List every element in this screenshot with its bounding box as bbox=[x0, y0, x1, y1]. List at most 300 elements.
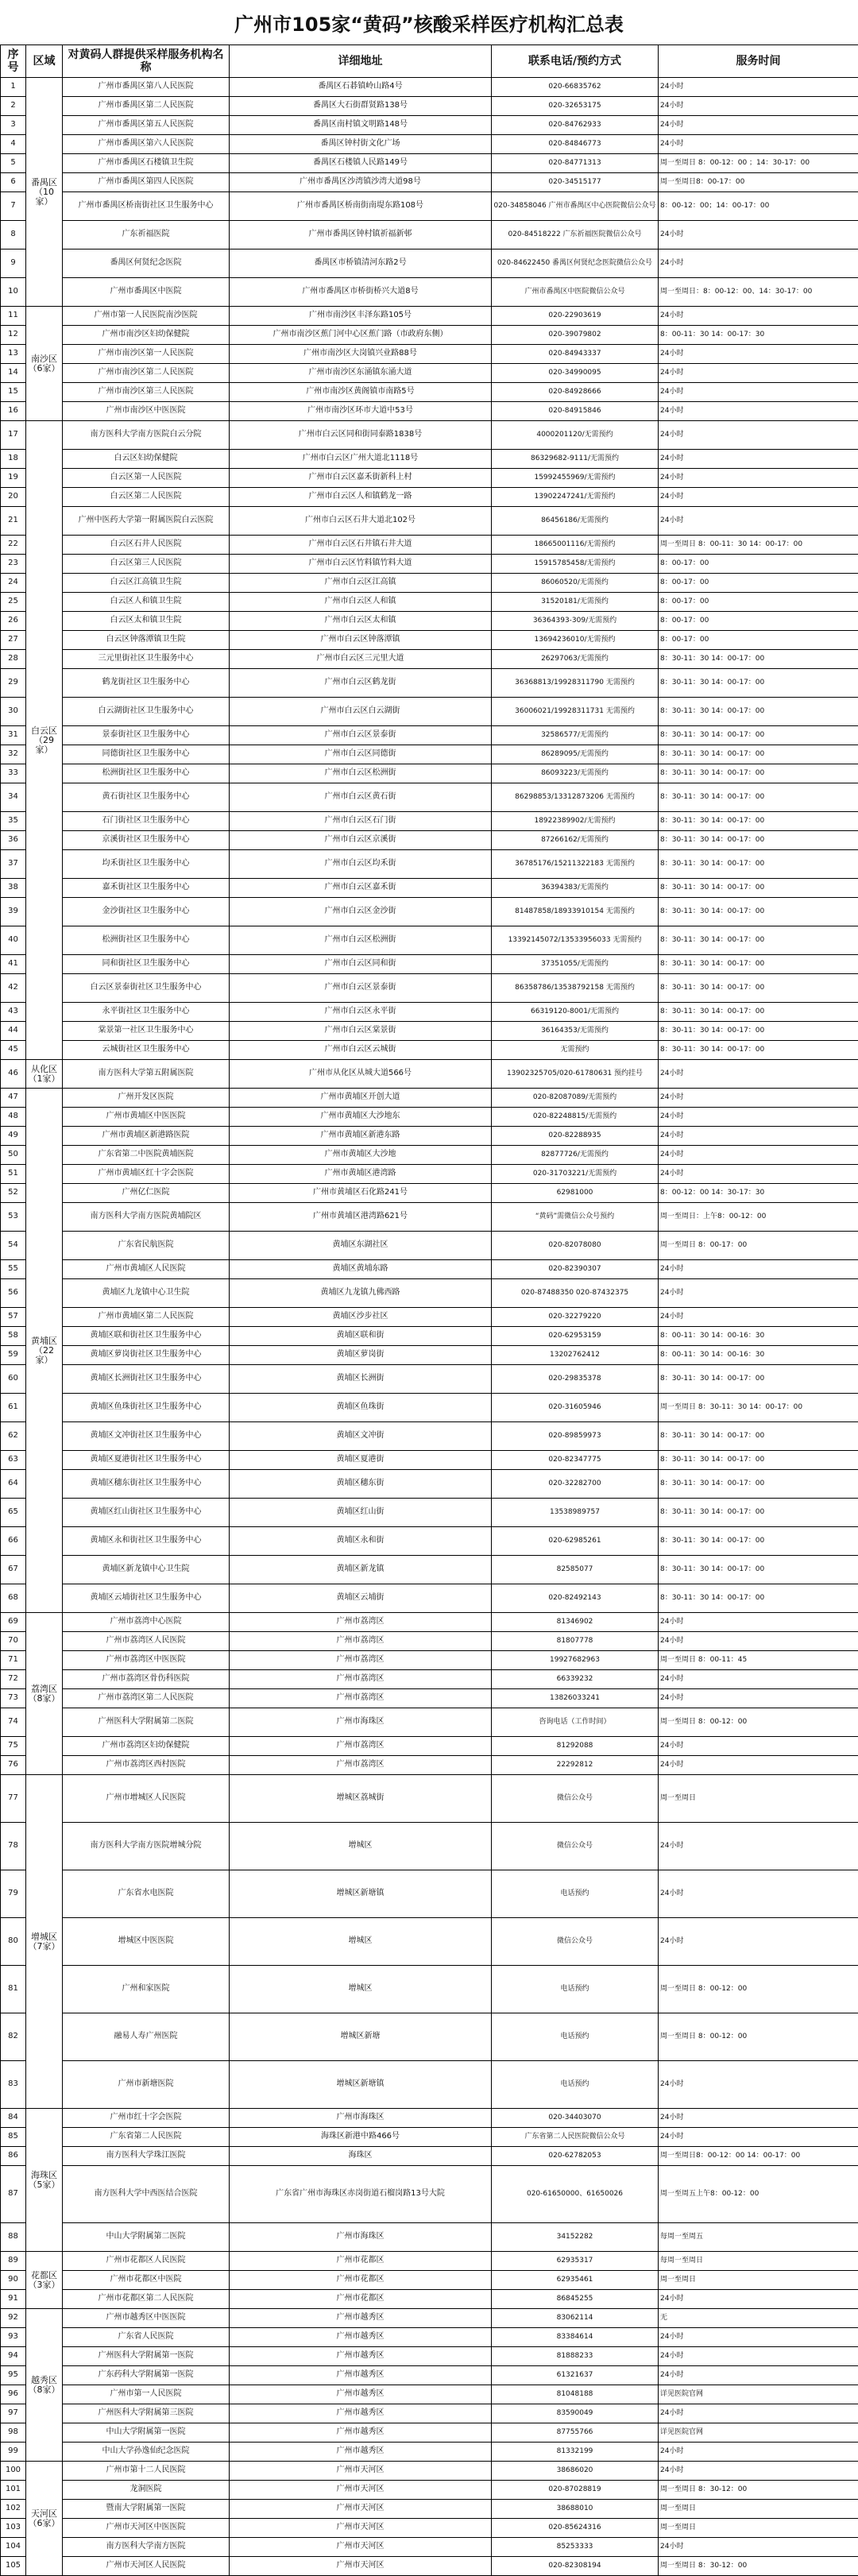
table-row bbox=[1, 879, 858, 898]
cell-name: 松洲街社区卫生服务中心 bbox=[63, 926, 230, 955]
cell-name: 永平街社区卫生服务中心 bbox=[63, 1003, 230, 1022]
cell-address: 广州市白云区金沙街 bbox=[230, 898, 492, 926]
cell-hours: 24小时 bbox=[659, 1823, 858, 1870]
cell-hours: 周一至周日 8：00-12：00 bbox=[659, 1966, 858, 2013]
table-row bbox=[1, 173, 858, 192]
table-row bbox=[1, 1346, 858, 1365]
cell-address: 黄埔区文冲街 bbox=[230, 1422, 492, 1451]
cell-hours: 24小时 bbox=[659, 1108, 858, 1127]
cell-name: 广州市黄埔区第二人民医院 bbox=[63, 1308, 230, 1327]
district-cell: 番禺区（10家） bbox=[26, 78, 63, 307]
table-row bbox=[1, 1003, 858, 1022]
table-row bbox=[1, 2309, 858, 2328]
row-index: 48 bbox=[1, 1108, 26, 1127]
cell-address: 广州市白云区嘉禾街 bbox=[230, 879, 492, 898]
row-index: 7 bbox=[1, 192, 26, 221]
row-index: 31 bbox=[1, 726, 26, 745]
cell-phone: 020-66835762 bbox=[492, 78, 659, 97]
cell-name: 广州市第一人民医院 bbox=[63, 2385, 230, 2404]
table-row bbox=[1, 1918, 858, 1966]
row-index: 75 bbox=[1, 1737, 26, 1756]
row-index: 34 bbox=[1, 783, 26, 812]
cell-hours: 8：30-11：30 14：00-17：00 bbox=[659, 1003, 858, 1022]
cell-hours: 8：30-11：30 14：00-17：00 bbox=[659, 650, 858, 669]
row-index: 44 bbox=[1, 1022, 26, 1041]
cell-address: 广州市南沙区蕉门河中心区蕉门路（市政府东侧） bbox=[230, 326, 492, 345]
cell-phone: 020-31605946 bbox=[492, 1394, 659, 1422]
table-row bbox=[1, 2290, 858, 2309]
cell-hours: 24小时 bbox=[659, 2347, 858, 2366]
cell-name: 白云区景泰街社区卫生服务中心 bbox=[63, 974, 230, 1003]
cell-phone: 020-22903619 bbox=[492, 307, 659, 326]
cell-name: 同和街社区卫生服务中心 bbox=[63, 955, 230, 974]
cell-phone: 81292088 bbox=[492, 1737, 659, 1756]
table-row bbox=[1, 1584, 858, 1613]
table-row bbox=[1, 2500, 858, 2519]
cell-address: 广州市白云区云城街 bbox=[230, 1041, 492, 1060]
cell-address: 广州市南沙区环市大道中53号 bbox=[230, 402, 492, 421]
row-index: 88 bbox=[1, 2223, 26, 2252]
cell-address: 广州市白云区石井大道北102号 bbox=[230, 507, 492, 536]
cell-phone: 81332199 bbox=[492, 2443, 659, 2462]
cell-phone: 020-84622450 番禺区何贤纪念医院微信公众号 bbox=[492, 249, 659, 278]
cell-hours: 24小时 bbox=[659, 2061, 858, 2109]
cell-name: 黄埔区九龙镇中心卫生院 bbox=[63, 1279, 230, 1308]
cell-name: 广州市南沙区第一人民医院 bbox=[63, 345, 230, 364]
table-row bbox=[1, 135, 858, 154]
cell-hours: 8：30-11：30 14：00-17：00 bbox=[659, 1556, 858, 1584]
cell-address: 广州市白云区黄石街 bbox=[230, 783, 492, 812]
cell-name: 广州市番禺区第八人民医院 bbox=[63, 78, 230, 97]
cell-address: 番禺区大石街群贤路138号 bbox=[230, 97, 492, 116]
cell-hours: 24小时 bbox=[659, 1089, 858, 1108]
cell-phone: 13902325705/020-61780631 预约挂号 bbox=[492, 1060, 659, 1089]
cell-name: 广州市番禺区第六人民医院 bbox=[63, 135, 230, 154]
cell-hours: 周一至周日 bbox=[659, 2519, 858, 2538]
table-row bbox=[1, 1422, 858, 1451]
cell-hours: 24小时 bbox=[659, 116, 858, 135]
table-row bbox=[1, 1689, 858, 1708]
table-row bbox=[1, 450, 858, 469]
table-row bbox=[1, 1165, 858, 1184]
table-row bbox=[1, 783, 858, 812]
cell-name: 广州医科大学附属第一医院 bbox=[63, 2347, 230, 2366]
table-row bbox=[1, 1279, 858, 1308]
cell-phone: 电话预约 bbox=[492, 1870, 659, 1918]
cell-hours: 8：30-11：30 14：00-17：00 bbox=[659, 1022, 858, 1041]
cell-name: 南方医科大学南方医院 bbox=[63, 2538, 230, 2557]
cell-phone: 22292812 bbox=[492, 1756, 659, 1775]
row-index: 4 bbox=[1, 135, 26, 154]
row-index: 78 bbox=[1, 1823, 26, 1870]
cell-hours: 24小时 bbox=[659, 2328, 858, 2347]
cell-name: 三元里街社区卫生服务中心 bbox=[63, 650, 230, 669]
row-index: 80 bbox=[1, 1918, 26, 1966]
row-index: 8 bbox=[1, 221, 26, 249]
row-index: 50 bbox=[1, 1146, 26, 1165]
cell-address: 黄埔区夏港街 bbox=[230, 1451, 492, 1470]
cell-hours: 周一至周日：8：00-12：00、14：30-17：00 bbox=[659, 278, 858, 307]
cell-address: 增城区新塘 bbox=[230, 2013, 492, 2061]
cell-name: 广州市南沙区第三人民医院 bbox=[63, 383, 230, 402]
table-row bbox=[1, 507, 858, 536]
row-index: 62 bbox=[1, 1422, 26, 1451]
table-row bbox=[1, 78, 858, 97]
table-row bbox=[1, 831, 858, 850]
cell-name: 广东省第二人民医院 bbox=[63, 2128, 230, 2147]
page-title: 广州市105家“黄码”核酸采样医疗机构汇总表 bbox=[0, 0, 858, 44]
row-index: 17 bbox=[1, 421, 26, 450]
table-row bbox=[1, 1651, 858, 1670]
district-cell: 从化区（1家） bbox=[26, 1060, 63, 1089]
row-index: 41 bbox=[1, 955, 26, 974]
row-index: 72 bbox=[1, 1670, 26, 1689]
table-row bbox=[1, 1260, 858, 1279]
cell-phone: 无需预约 bbox=[492, 1041, 659, 1060]
institution-table bbox=[0, 44, 858, 2576]
row-index: 46 bbox=[1, 1060, 26, 1089]
row-index: 94 bbox=[1, 2347, 26, 2366]
cell-phone: 广东省第二人民医院微信公众号 bbox=[492, 2128, 659, 2147]
table-row bbox=[1, 2462, 858, 2481]
cell-name: 广州市黄埔区红十字会医院 bbox=[63, 1165, 230, 1184]
row-index: 93 bbox=[1, 2328, 26, 2347]
table-row bbox=[1, 192, 858, 221]
cell-hours: 24小时 bbox=[659, 2443, 858, 2462]
cell-address: 广州市白云区广州大道北1118号 bbox=[230, 450, 492, 469]
cell-address: 广州市番禺区市桥街桥兴大道8号 bbox=[230, 278, 492, 307]
table-row bbox=[1, 698, 858, 726]
cell-phone: 电话预约 bbox=[492, 2013, 659, 2061]
cell-name: 黄埔区萝岗街社区卫生服务中心 bbox=[63, 1346, 230, 1365]
cell-hours: 8：30-11：30 14：00-17：00 bbox=[659, 698, 858, 726]
row-index: 103 bbox=[1, 2519, 26, 2538]
cell-name: 南方医科大学南方医院增城分院 bbox=[63, 1823, 230, 1870]
cell-address: 广州市花都区 bbox=[230, 2271, 492, 2290]
cell-hours: 24小时 bbox=[659, 1308, 858, 1327]
row-index: 28 bbox=[1, 650, 26, 669]
cell-hours: 8：00-12：00；14：00-17：00 bbox=[659, 192, 858, 221]
table-row bbox=[1, 1756, 858, 1775]
cell-address: 广州市南沙区黄阁镇市南路5号 bbox=[230, 383, 492, 402]
cell-address: 广州市白云区景泰街 bbox=[230, 726, 492, 745]
cell-address: 广州市白云区同德街 bbox=[230, 745, 492, 764]
cell-phone: 020-82390307 bbox=[492, 1260, 659, 1279]
cell-hours: 周一至周日：上午8：00-12：00 bbox=[659, 1203, 858, 1232]
row-index: 57 bbox=[1, 1308, 26, 1327]
row-index: 58 bbox=[1, 1327, 26, 1346]
cell-name: 中山大学孙逸仙纪念医院 bbox=[63, 2443, 230, 2462]
cell-name: 广州开发区医院 bbox=[63, 1089, 230, 1108]
cell-hours: 24小时 bbox=[659, 2462, 858, 2481]
col-header-name: 对黄码人群提供采样服务机构名称 bbox=[63, 45, 230, 78]
row-index: 9 bbox=[1, 249, 26, 278]
row-index: 66 bbox=[1, 1527, 26, 1556]
cell-address: 广州市黄埔区开创大道 bbox=[230, 1089, 492, 1108]
cell-hours: 周一至周日8：00-17：00 bbox=[659, 173, 858, 192]
table-row bbox=[1, 307, 858, 326]
cell-phone: 62935317 bbox=[492, 2252, 659, 2271]
cell-phone: 37351055/无需预约 bbox=[492, 955, 659, 974]
cell-phone: 36364393-309/无需预约 bbox=[492, 612, 659, 631]
table-row bbox=[1, 2443, 858, 2462]
table-header-row bbox=[1, 45, 858, 78]
cell-name: 广州医科大学附属第三医院 bbox=[63, 2404, 230, 2423]
cell-phone: 62981000 bbox=[492, 1184, 659, 1203]
cell-hours: 8：00-17：00 bbox=[659, 574, 858, 593]
cell-hours: 周一至周日 8：00-17：00 bbox=[659, 1232, 858, 1260]
cell-address: 广州市白云区永平街 bbox=[230, 1003, 492, 1022]
cell-name: 白云区石井人民医院 bbox=[63, 536, 230, 555]
cell-hours: 24小时 bbox=[659, 2538, 858, 2557]
cell-address: 广州市南沙区东涌镇东涌大道 bbox=[230, 364, 492, 383]
cell-hours: 24小时 bbox=[659, 78, 858, 97]
table-row bbox=[1, 1203, 858, 1232]
table-row bbox=[1, 650, 858, 669]
cell-phone: 咨询电话（工作时间） bbox=[492, 1708, 659, 1737]
cell-address: 广州市白云区鹤龙街 bbox=[230, 669, 492, 698]
cell-phone: 34152282 bbox=[492, 2223, 659, 2252]
district-cell: 越秀区（8家） bbox=[26, 2309, 63, 2462]
table-row bbox=[1, 116, 858, 135]
row-index: 36 bbox=[1, 831, 26, 850]
cell-phone: 020-32279220 bbox=[492, 1308, 659, 1327]
cell-phone: 19927682963 bbox=[492, 1651, 659, 1670]
cell-address: 广州市天河区 bbox=[230, 2500, 492, 2519]
cell-name: 广州亿仁医院 bbox=[63, 1184, 230, 1203]
row-index: 98 bbox=[1, 2423, 26, 2443]
cell-name: 融易人寿广州医院 bbox=[63, 2013, 230, 2061]
cell-hours: 24小时 bbox=[659, 1632, 858, 1651]
cell-name: 广州市黄埔区新港路医院 bbox=[63, 1127, 230, 1146]
row-index: 10 bbox=[1, 278, 26, 307]
cell-phone: 020-84771313 bbox=[492, 154, 659, 173]
cell-name: 广州市红十字会医院 bbox=[63, 2109, 230, 2128]
cell-address: 广州市南沙区大岗镇兴业路88号 bbox=[230, 345, 492, 364]
cell-name: 白云区太和镇卫生院 bbox=[63, 612, 230, 631]
row-index: 59 bbox=[1, 1346, 26, 1365]
row-index: 81 bbox=[1, 1966, 26, 2013]
cell-phone: 020-84943337 bbox=[492, 345, 659, 364]
cell-phone: 电话预约 bbox=[492, 1966, 659, 2013]
row-index: 40 bbox=[1, 926, 26, 955]
row-index: 69 bbox=[1, 1613, 26, 1632]
cell-phone: 36006021/19928311731 无需预约 bbox=[492, 698, 659, 726]
table-row bbox=[1, 1022, 858, 1041]
row-index: 89 bbox=[1, 2252, 26, 2271]
cell-address: 番禺区钟村街文化广场 bbox=[230, 135, 492, 154]
cell-name: 广州市南沙区中医医院 bbox=[63, 402, 230, 421]
cell-phone: 66339232 bbox=[492, 1670, 659, 1689]
cell-name: 白云区第二人民医院 bbox=[63, 488, 230, 507]
table-row bbox=[1, 2538, 858, 2557]
table-row bbox=[1, 383, 858, 402]
table-row bbox=[1, 2166, 858, 2223]
cell-name: 番禺区何贤纪念医院 bbox=[63, 249, 230, 278]
district-cell: 南沙区（6家） bbox=[26, 307, 63, 421]
row-index: 71 bbox=[1, 1651, 26, 1670]
cell-phone: 18922389902/无需预约 bbox=[492, 812, 659, 831]
table-row bbox=[1, 1870, 858, 1918]
table-row bbox=[1, 850, 858, 879]
cell-address: 增城区 bbox=[230, 1918, 492, 1966]
cell-hours: 8：00-11：30 14：00-17：30 bbox=[659, 326, 858, 345]
cell-address: 广州市白云区白云湖街 bbox=[230, 698, 492, 726]
row-index: 23 bbox=[1, 555, 26, 574]
row-index: 105 bbox=[1, 2557, 26, 2576]
row-index: 38 bbox=[1, 879, 26, 898]
table-row bbox=[1, 364, 858, 383]
cell-phone: 86093223/无需预约 bbox=[492, 764, 659, 783]
cell-address: 广州市白云区人和镇鹤龙一路 bbox=[230, 488, 492, 507]
row-index: 85 bbox=[1, 2128, 26, 2147]
cell-address: 增城区 bbox=[230, 1966, 492, 2013]
cell-phone: “黄码”需微信公众号预约 bbox=[492, 1203, 659, 1232]
cell-address: 广州市荔湾区 bbox=[230, 1670, 492, 1689]
cell-name: 京溪街社区卫生服务中心 bbox=[63, 831, 230, 850]
cell-hours: 8：00-11：30 14：00-16：30 bbox=[659, 1346, 858, 1365]
cell-phone: 020-84915846 bbox=[492, 402, 659, 421]
cell-phone: 微信公众号 bbox=[492, 1918, 659, 1966]
cell-address: 广州市越秀区 bbox=[230, 2404, 492, 2423]
cell-address: 广州市天河区 bbox=[230, 2462, 492, 2481]
cell-address: 广州市越秀区 bbox=[230, 2309, 492, 2328]
row-index: 1 bbox=[1, 78, 26, 97]
cell-name: 广州市越秀区中医医院 bbox=[63, 2309, 230, 2328]
cell-name: 黄埔区永和街社区卫生服务中心 bbox=[63, 1527, 230, 1556]
cell-hours: 8：30-11：30 14：00-17：00 bbox=[659, 726, 858, 745]
cell-address: 广州市越秀区 bbox=[230, 2423, 492, 2443]
cell-name: 鹤龙街社区卫生服务中心 bbox=[63, 669, 230, 698]
cell-address: 广州市白云区均禾街 bbox=[230, 850, 492, 879]
cell-hours: 8：30-11：30 14：00-17：00 bbox=[659, 898, 858, 926]
cell-phone: 020-87488350 020-87432375 bbox=[492, 1279, 659, 1308]
cell-phone: 86329682-9111/无需预约 bbox=[492, 450, 659, 469]
cell-hours: 8：30-11：30 14：00-17：00 bbox=[659, 745, 858, 764]
table-row bbox=[1, 2223, 858, 2252]
cell-address: 广州市黄埔区石化路241号 bbox=[230, 1184, 492, 1203]
cell-hours: 8：30-11：30 14：00-17：00 bbox=[659, 1365, 858, 1394]
cell-name: 南方医科大学中西医结合医院 bbox=[63, 2166, 230, 2223]
cell-name: 广东省人民医院 bbox=[63, 2328, 230, 2347]
table-row bbox=[1, 1127, 858, 1146]
row-index: 77 bbox=[1, 1775, 26, 1823]
row-index: 56 bbox=[1, 1279, 26, 1308]
row-index: 2 bbox=[1, 97, 26, 116]
table-row bbox=[1, 1327, 858, 1346]
row-index: 25 bbox=[1, 593, 26, 612]
table-row bbox=[1, 1470, 858, 1499]
cell-hours: 8：00-11：30 14：00-16：30 bbox=[659, 1327, 858, 1346]
table-row bbox=[1, 1966, 858, 2013]
table-row bbox=[1, 1041, 858, 1060]
table-row bbox=[1, 469, 858, 488]
table-row bbox=[1, 955, 858, 974]
cell-hours: 24小时 bbox=[659, 421, 858, 450]
cell-hours: 周一至周日 8：00-12：00 ；14：30-17：00 bbox=[659, 154, 858, 173]
table-row bbox=[1, 1613, 858, 1632]
cell-phone: 18665001116/无需预约 bbox=[492, 536, 659, 555]
cell-hours: 24小时 bbox=[659, 2128, 858, 2147]
table-row bbox=[1, 326, 858, 345]
cell-hours: 8：30-11：30 14：00-17：00 bbox=[659, 831, 858, 850]
cell-hours: 周一至周日8：00-12：00 14：00-17：00 bbox=[659, 2147, 858, 2166]
cell-name: 景泰街社区卫生服务中心 bbox=[63, 726, 230, 745]
cell-phone: 32586577/无需预约 bbox=[492, 726, 659, 745]
cell-address: 黄埔区九龙镇九佛西路 bbox=[230, 1279, 492, 1308]
cell-address: 黄埔区长洲街 bbox=[230, 1365, 492, 1394]
cell-address: 广州市黄埔区大沙地东 bbox=[230, 1108, 492, 1127]
row-index: 82 bbox=[1, 2013, 26, 2061]
table-row bbox=[1, 745, 858, 764]
cell-hours: 周一至周日 8：00-11：45 bbox=[659, 1651, 858, 1670]
cell-phone: 15992455969/无需预约 bbox=[492, 469, 659, 488]
cell-name: 暨南大学附属第一医院 bbox=[63, 2500, 230, 2519]
cell-address: 广州市花都区 bbox=[230, 2252, 492, 2271]
cell-phone: 86845255 bbox=[492, 2290, 659, 2309]
row-index: 3 bbox=[1, 116, 26, 135]
cell-address: 广州市越秀区 bbox=[230, 2366, 492, 2385]
row-index: 100 bbox=[1, 2462, 26, 2481]
cell-hours: 24小时 bbox=[659, 364, 858, 383]
cell-name: 广州市番禺区中医院 bbox=[63, 278, 230, 307]
row-index: 70 bbox=[1, 1632, 26, 1651]
row-index: 49 bbox=[1, 1127, 26, 1146]
cell-phone: 020-84518222 广东祈福医院微信公众号 bbox=[492, 221, 659, 249]
cell-hours: 8：00-17：00 bbox=[659, 593, 858, 612]
cell-name: 增城区中医医院 bbox=[63, 1918, 230, 1966]
cell-hours: 24小时 bbox=[659, 1165, 858, 1184]
row-index: 73 bbox=[1, 1689, 26, 1708]
cell-phone: 020-62782053 bbox=[492, 2147, 659, 2166]
table-row bbox=[1, 1089, 858, 1108]
cell-hours: 8：30-11：30 14：00-17：00 bbox=[659, 1584, 858, 1613]
cell-name: 中山大学附属第一医院 bbox=[63, 2423, 230, 2443]
table-row bbox=[1, 2252, 858, 2271]
cell-hours: 24小时 bbox=[659, 1279, 858, 1308]
table-row bbox=[1, 345, 858, 364]
cell-address: 广州市白云区松洲街 bbox=[230, 764, 492, 783]
cell-hours: 24小时 bbox=[659, 1918, 858, 1966]
cell-address: 广州市番禺区钟村镇祈福新邨 bbox=[230, 221, 492, 249]
cell-hours: 8：00-17：00 bbox=[659, 631, 858, 650]
district-cell: 海珠区（5家） bbox=[26, 2109, 63, 2252]
table-row bbox=[1, 1775, 858, 1823]
row-index: 27 bbox=[1, 631, 26, 650]
cell-phone: 62935461 bbox=[492, 2271, 659, 2290]
cell-phone: 86456186/无需预约 bbox=[492, 507, 659, 536]
cell-phone: 36164353/无需预约 bbox=[492, 1022, 659, 1041]
cell-phone: 020-82288935 bbox=[492, 1127, 659, 1146]
cell-phone: 020-82078080 bbox=[492, 1232, 659, 1260]
cell-hours: 24小时 bbox=[659, 1260, 858, 1279]
row-index: 90 bbox=[1, 2271, 26, 2290]
row-index: 60 bbox=[1, 1365, 26, 1394]
row-index: 86 bbox=[1, 2147, 26, 2166]
cell-name: 广东药科大学附属第一医院 bbox=[63, 2366, 230, 2385]
table-row bbox=[1, 2128, 858, 2147]
cell-hours: 8：30-11：30 14：00-17：00 bbox=[659, 1470, 858, 1499]
cell-phone: 020-29835378 bbox=[492, 1365, 659, 1394]
cell-hours: 24小时 bbox=[659, 402, 858, 421]
row-index: 76 bbox=[1, 1756, 26, 1775]
cell-hours: 24小时 bbox=[659, 383, 858, 402]
cell-name: 白云区人和镇卫生院 bbox=[63, 593, 230, 612]
cell-name: 广东祈福医院 bbox=[63, 221, 230, 249]
row-index: 96 bbox=[1, 2385, 26, 2404]
cell-name: 白云区江高镇卫生院 bbox=[63, 574, 230, 593]
cell-hours: 详见医院官网 bbox=[659, 2423, 858, 2443]
